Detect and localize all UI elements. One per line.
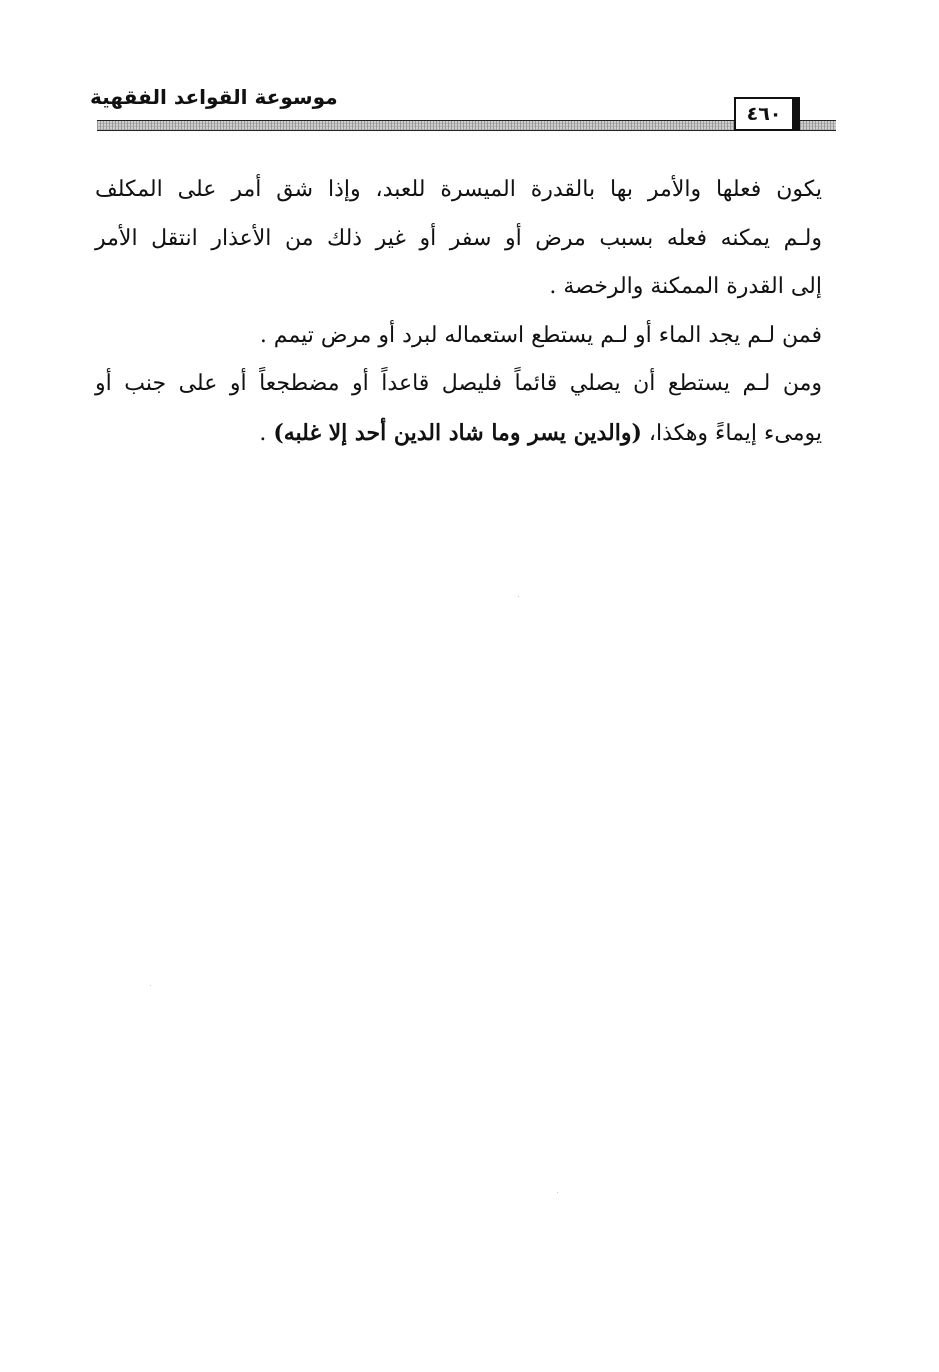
scan-speck [557, 1192, 558, 1193]
header-rule-right [800, 120, 836, 131]
paragraph-3-line-2 [95, 409, 822, 459]
page-number: ٤٦٠ [734, 97, 800, 131]
paragraph-3-line-1: ومن لـم يستطع أن يصلي قائماً فليصل قاعداً أو مضطجعاً أو على جنب أو [95, 371, 822, 396]
scan-speck [150, 985, 151, 986]
scan-speck [518, 596, 519, 597]
paragraph-1-line-2: ولـم يمكنه فعله بسبب مرض أو سفر أو غير ذلك من الأعذار انتقل الأمر [95, 225, 822, 251]
paragraph-2-line-1: فمن لـم يجد الماء أو لـم يستطع استعماله لبرد أو مرض تيمم . [259, 322, 822, 348]
header-rule-left [97, 120, 734, 131]
hadith-quote: (والدين يسر وما شاد الدين أحد إلا غلبه) [273, 419, 642, 446]
running-header-title: موسوعة القواعد الفقهية [90, 85, 338, 109]
paragraph-1-line-3: إلى القدرة الممكنة والرخصة . [549, 274, 822, 299]
body-text [95, 166, 822, 458]
paragraph-1-line-1: يكون فعلها والأمر بها بالقدرة الميسرة للعبد، وإذا شق أمر على المكلف [95, 177, 822, 202]
paragraph-3-line-2-end: . [259, 420, 274, 446]
paragraph-3-line-2-plain: يومىء إيماءً وهكذا، [641, 420, 822, 446]
